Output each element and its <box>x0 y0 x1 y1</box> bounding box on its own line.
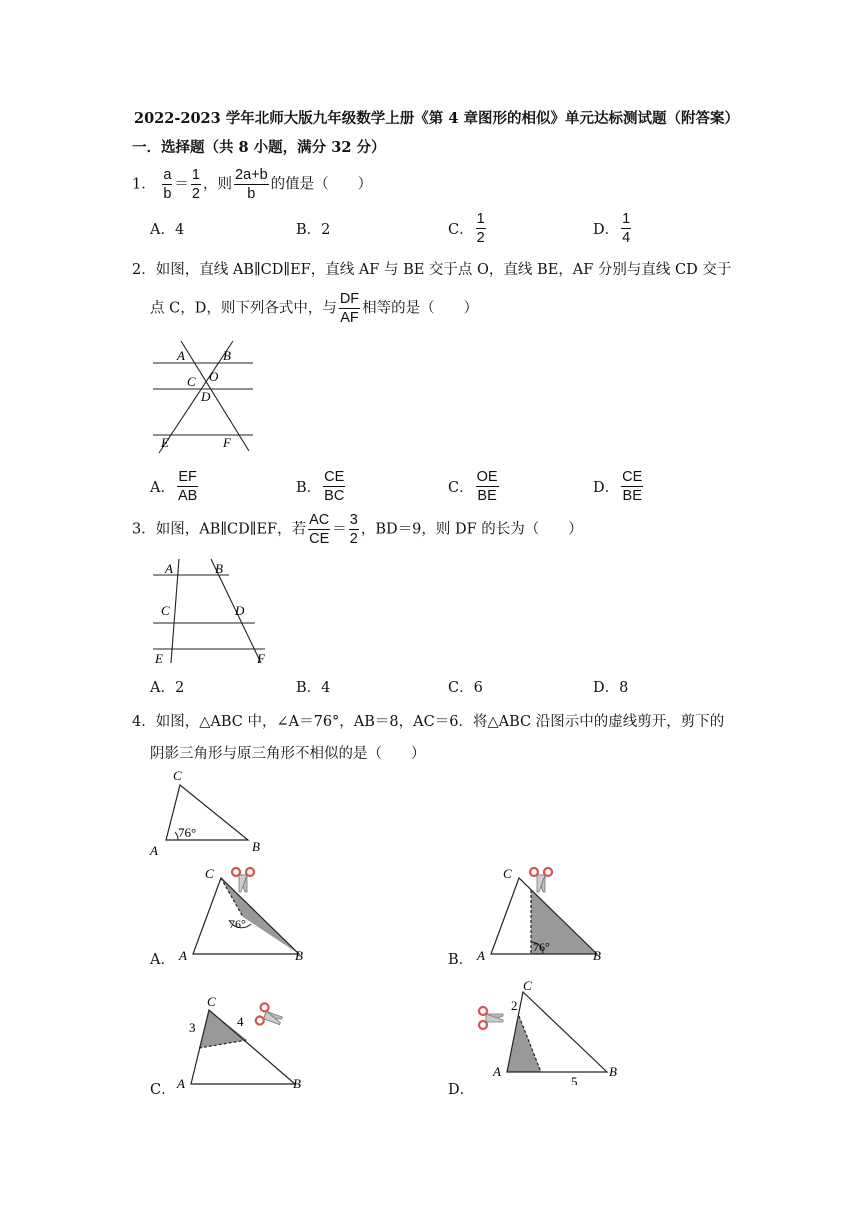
q1-option-b[interactable]: B．2 <box>296 222 331 238</box>
q4-option-c-label[interactable]: C． <box>150 1082 176 1098</box>
q4-option-d-figure[interactable] <box>473 980 633 1085</box>
q2-label-e: E <box>161 435 169 450</box>
question-3: 3．如图，AB∥CD∥EF，若 $\frac{AC}{CE}$ ＝ $\frac{3}{2}$ ，BD＝9，则 DF 的长为（ ） <box>132 512 583 547</box>
q4-b-label-c: C <box>503 866 512 881</box>
q2-option-a[interactable]: A． $\frac{EF}{AB}$ <box>150 469 198 504</box>
q2-line1: 2．如图，直线 AB∥CD∥EF，直线 AF 与 BE 交于点 O，直线 BE，AF 分别与直线 CD 交于 <box>132 262 732 278</box>
q3-label-a: A <box>165 561 173 576</box>
q4-option-c-figure[interactable] <box>175 990 315 1095</box>
q4-c-num-4: 4 <box>237 1014 244 1029</box>
q3-option-c[interactable]: C．6 <box>448 680 483 696</box>
q1-option-d[interactable]: D． $\frac{1}{4}$ <box>593 211 631 246</box>
q4-a-label-a: A <box>179 948 187 962</box>
page-title: 2022-2023 学年北师大版九年级数学上册《第 4 章图形的相似》单元达标测试题（附答案） <box>134 110 739 127</box>
q2-label-b: B <box>223 348 231 363</box>
q2-label-d: D <box>201 389 211 404</box>
q4-a-label-b: B <box>295 948 303 962</box>
q2-line2: 点 C，D，则下列各式中，与 $\frac{DF}{AF}$ 相等的是（ ） <box>150 291 479 326</box>
q4-option-b-figure[interactable] <box>473 862 613 962</box>
q1-number: 1． <box>132 176 156 193</box>
q3-frac-ac-ce: $\frac{AC}{CE}$ <box>309 512 330 547</box>
q4-main-label-b: B <box>252 839 260 854</box>
q4-d-num-5: 5 <box>571 1074 578 1085</box>
q4-main-label-c: C <box>173 768 182 783</box>
q3-label-b: B <box>215 561 223 576</box>
q3-option-a[interactable]: A．2 <box>150 680 185 696</box>
q1-option-c[interactable]: C． $\frac{1}{2}$ <box>448 211 485 246</box>
q1-option-a[interactable]: A．4 <box>150 222 185 238</box>
question-1 <box>132 166 372 203</box>
q4-a-angle: 76° <box>229 917 246 931</box>
q3-option-b[interactable]: B．4 <box>296 680 331 696</box>
q4-d-num-2: 2 <box>511 998 518 1013</box>
q4-c-label-c: C <box>207 994 216 1009</box>
q4-option-b-label[interactable]: B． <box>448 952 474 968</box>
q2-label-c: C <box>187 374 196 389</box>
q4-line1: 4．如图，△ABC 中，∠A＝76°，AB＝8，AC＝6．将△ABC 沿图示中的虚线剪开，剪下的 <box>132 714 725 730</box>
q3-label-d: D <box>235 603 245 618</box>
q4-a-label-c: C <box>205 866 214 881</box>
q2-option-c[interactable]: C． $\frac{OE}{BE}$ <box>448 469 498 504</box>
q2-option-d[interactable]: D． $\frac{CE}{BE}$ <box>593 469 643 504</box>
q2-option-b[interactable]: B． $\frac{CE}{BC}$ <box>296 469 345 504</box>
q4-main-figure <box>140 765 275 860</box>
q3-figure <box>145 555 275 670</box>
q4-c-num-3: 3 <box>189 1020 196 1035</box>
q4-b-label-b: B <box>593 948 601 962</box>
q1-frac-half: $\frac{1}{2}$ <box>191 167 200 202</box>
q1-frac-expr: $\frac{2a+b}{b}$ <box>235 167 268 202</box>
q2-label-f: F <box>223 435 231 450</box>
q3-label-f: F <box>257 651 265 666</box>
section-heading: 一．选择题（共 8 小题，满分 32 分） <box>132 139 386 156</box>
q1-options <box>150 210 670 250</box>
q4-d-label-a: A <box>493 1064 501 1079</box>
q1-eq: ＝ <box>174 176 189 193</box>
q4-c-label-a: A <box>177 1076 185 1091</box>
q1-tail: 的值是（ ） <box>270 176 373 193</box>
q3-label-c: C <box>161 603 170 618</box>
q1-frac-a-b: $\frac{a}{b}$ <box>163 167 172 202</box>
q3-frac-3-2: $\frac{3}{2}$ <box>349 512 358 547</box>
q2-label-a: A <box>177 348 185 363</box>
q4-d-label-c: C <box>523 980 532 993</box>
q4-b-label-a: A <box>477 948 485 962</box>
scissors-icon <box>479 1007 503 1029</box>
q2-options <box>150 468 670 508</box>
q4-c-label-b: B <box>293 1076 301 1091</box>
q3-label-e: E <box>155 651 163 666</box>
q2-figure <box>145 335 265 455</box>
q3-option-d[interactable]: D．8 <box>593 680 629 696</box>
q3-options <box>150 676 670 698</box>
q4-option-a-figure[interactable] <box>175 862 315 962</box>
q4-option-d-label[interactable]: D． <box>448 1082 475 1098</box>
scissors-icon <box>255 1002 285 1031</box>
scissors-icon <box>232 868 254 892</box>
q4-option-a-label[interactable]: A． <box>150 952 175 968</box>
q4-main-label-a: A <box>150 843 158 858</box>
q4-main-angle: 76° <box>178 825 197 840</box>
q2-label-o: O <box>209 369 219 384</box>
q4-d-label-b: B <box>609 1064 617 1079</box>
q2-frac-df-af: $\frac{DF}{AF}$ <box>339 291 360 326</box>
q4-line2: 阴影三角形与原三角形不相似的是（ ） <box>150 746 426 762</box>
q4-b-angle: 76° <box>533 940 550 954</box>
q1-mid: ，则 <box>203 176 232 193</box>
scissors-icon <box>530 868 552 892</box>
